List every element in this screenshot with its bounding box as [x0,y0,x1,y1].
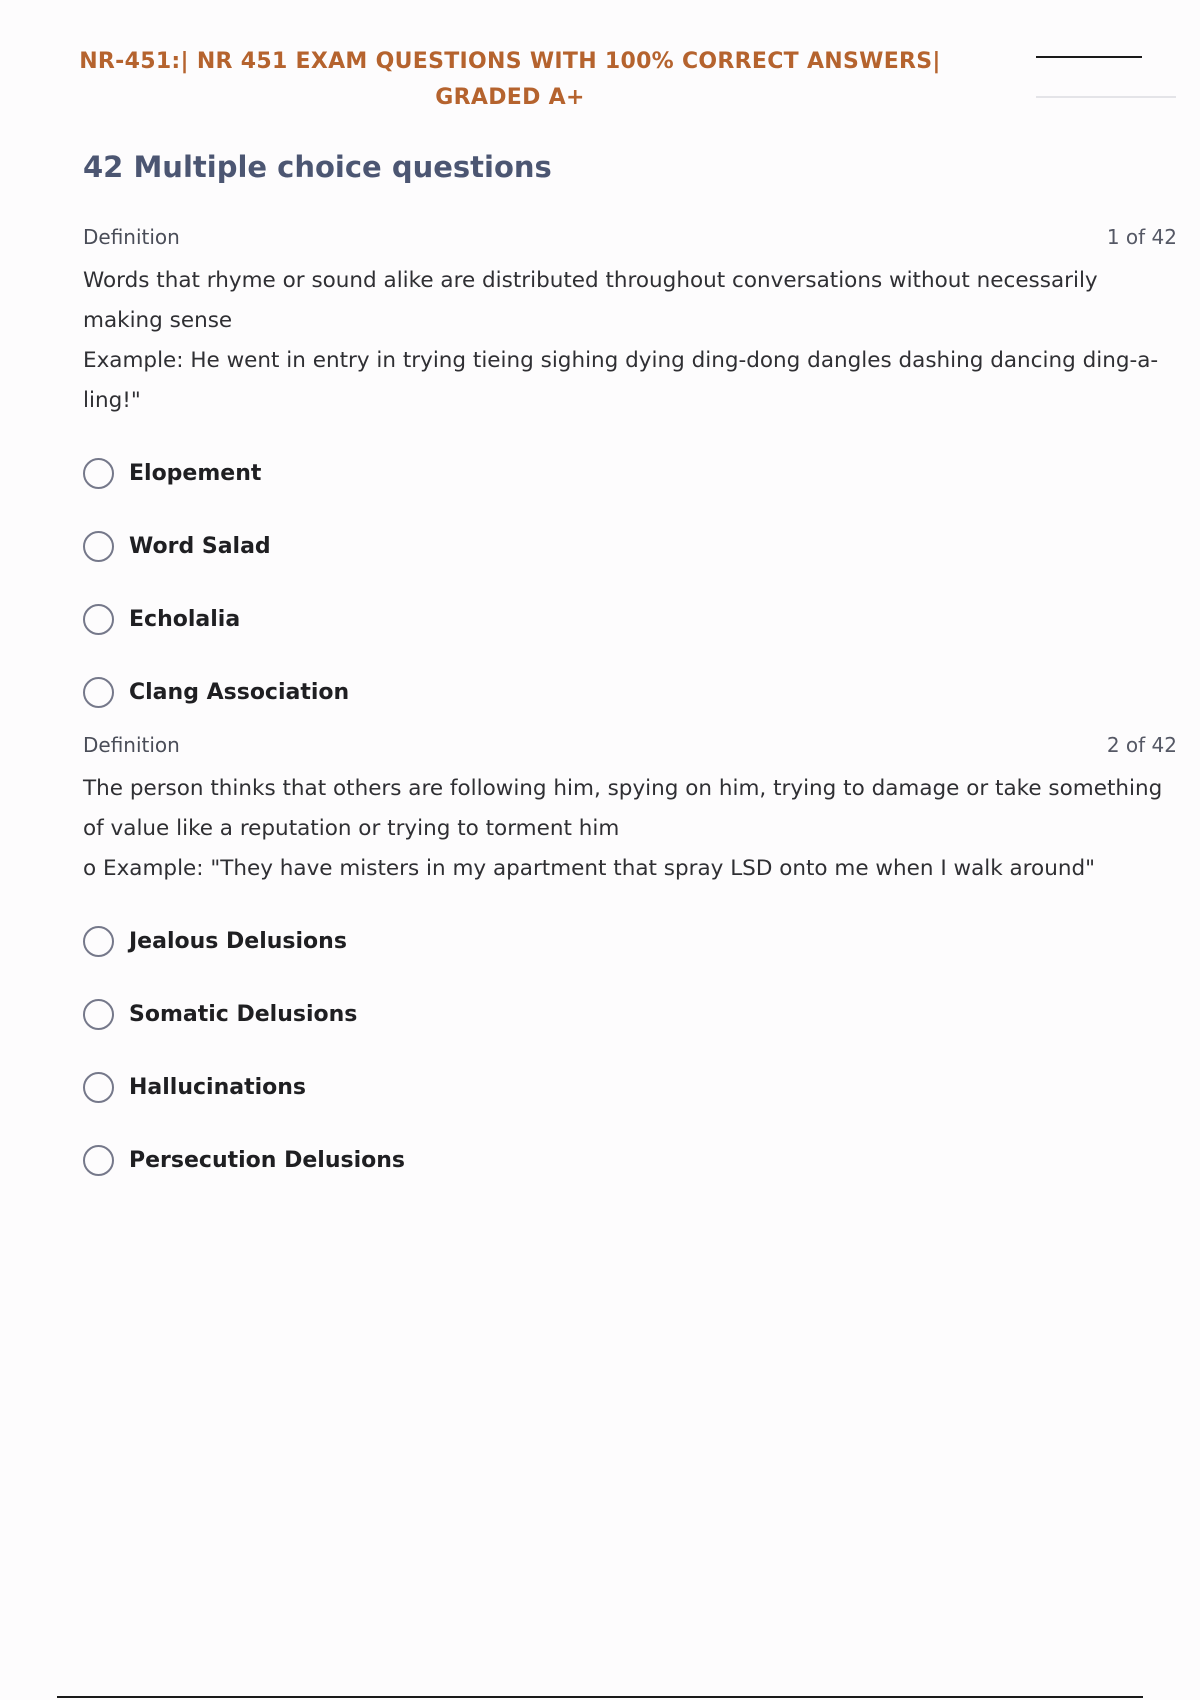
header-rule-bottom [1036,96,1176,98]
radio-circle-icon[interactable] [83,926,114,957]
answer-option-label: Jealous Delusions [129,929,347,954]
question-counter: 2 of 42 [1106,733,1177,757]
answer-option-elopement[interactable] [83,437,1177,510]
radio-circle-icon[interactable] [83,604,114,635]
radio-circle-icon[interactable] [83,677,114,708]
radio-circle-icon[interactable] [83,1072,114,1103]
answer-options [83,905,1177,1197]
answer-option-word-salad[interactable] [83,510,1177,583]
document-title-line-2: GRADED A+ [435,85,585,110]
question-label: Definition [83,225,180,249]
question-card-2 [83,733,1177,1197]
question-counter: 1 of 42 [1106,225,1177,249]
document-title-line-1: NR-451:| NR 451 EXAM QUESTIONS WITH 100% CORRECT ANSWERS| [79,49,941,74]
header-rule-top [1036,56,1142,58]
answer-option-label: Clang Association [129,680,350,705]
answer-option-label: Elopement [129,461,262,486]
answer-option-label: Persecution Delusions [129,1148,405,1173]
section-heading: 42 Multiple choice questions [83,150,552,184]
answer-options [83,437,1177,729]
document-title [60,44,960,116]
radio-circle-icon[interactable] [83,1145,114,1176]
answer-option-somatic-delusions[interactable] [83,978,1177,1051]
radio-circle-icon[interactable] [83,458,114,489]
answer-option-echolalia[interactable] [83,583,1177,656]
question-prompt-example: o Example: "They have misters in my apartment that spray LSD onto me when I walk around" [83,856,1095,881]
question-prompt-example: Example: He went in entry in trying tieing sighing dying ding-dong dangles dashing dancing ding-a-ling!" [83,348,1159,413]
question-label: Definition [83,733,180,757]
answer-option-persecution-delusions[interactable] [83,1124,1177,1197]
radio-circle-icon[interactable] [83,999,114,1030]
question-card-1 [83,225,1177,729]
question-prompt [83,769,1173,889]
answer-option-label: Hallucinations [129,1075,307,1100]
question-prompt-definition: Words that rhyme or sound alike are distributed throughout conversations without necessarily making sense [83,268,1098,333]
answer-option-clang-association[interactable] [83,656,1177,729]
answer-option-label: Word Salad [129,534,271,559]
answer-option-hallucinations[interactable] [83,1051,1177,1124]
radio-circle-icon[interactable] [83,531,114,562]
answer-option-jealous-delusions[interactable] [83,905,1177,978]
answer-option-label: Somatic Delusions [129,1002,358,1027]
answer-option-label: Echolalia [129,607,241,632]
question-prompt-definition: The person thinks that others are following him, spying on him, trying to damage or take something of value like a reputation or trying to torment him [83,776,1163,841]
footer-rule [57,1696,1143,1698]
question-prompt [83,261,1173,421]
